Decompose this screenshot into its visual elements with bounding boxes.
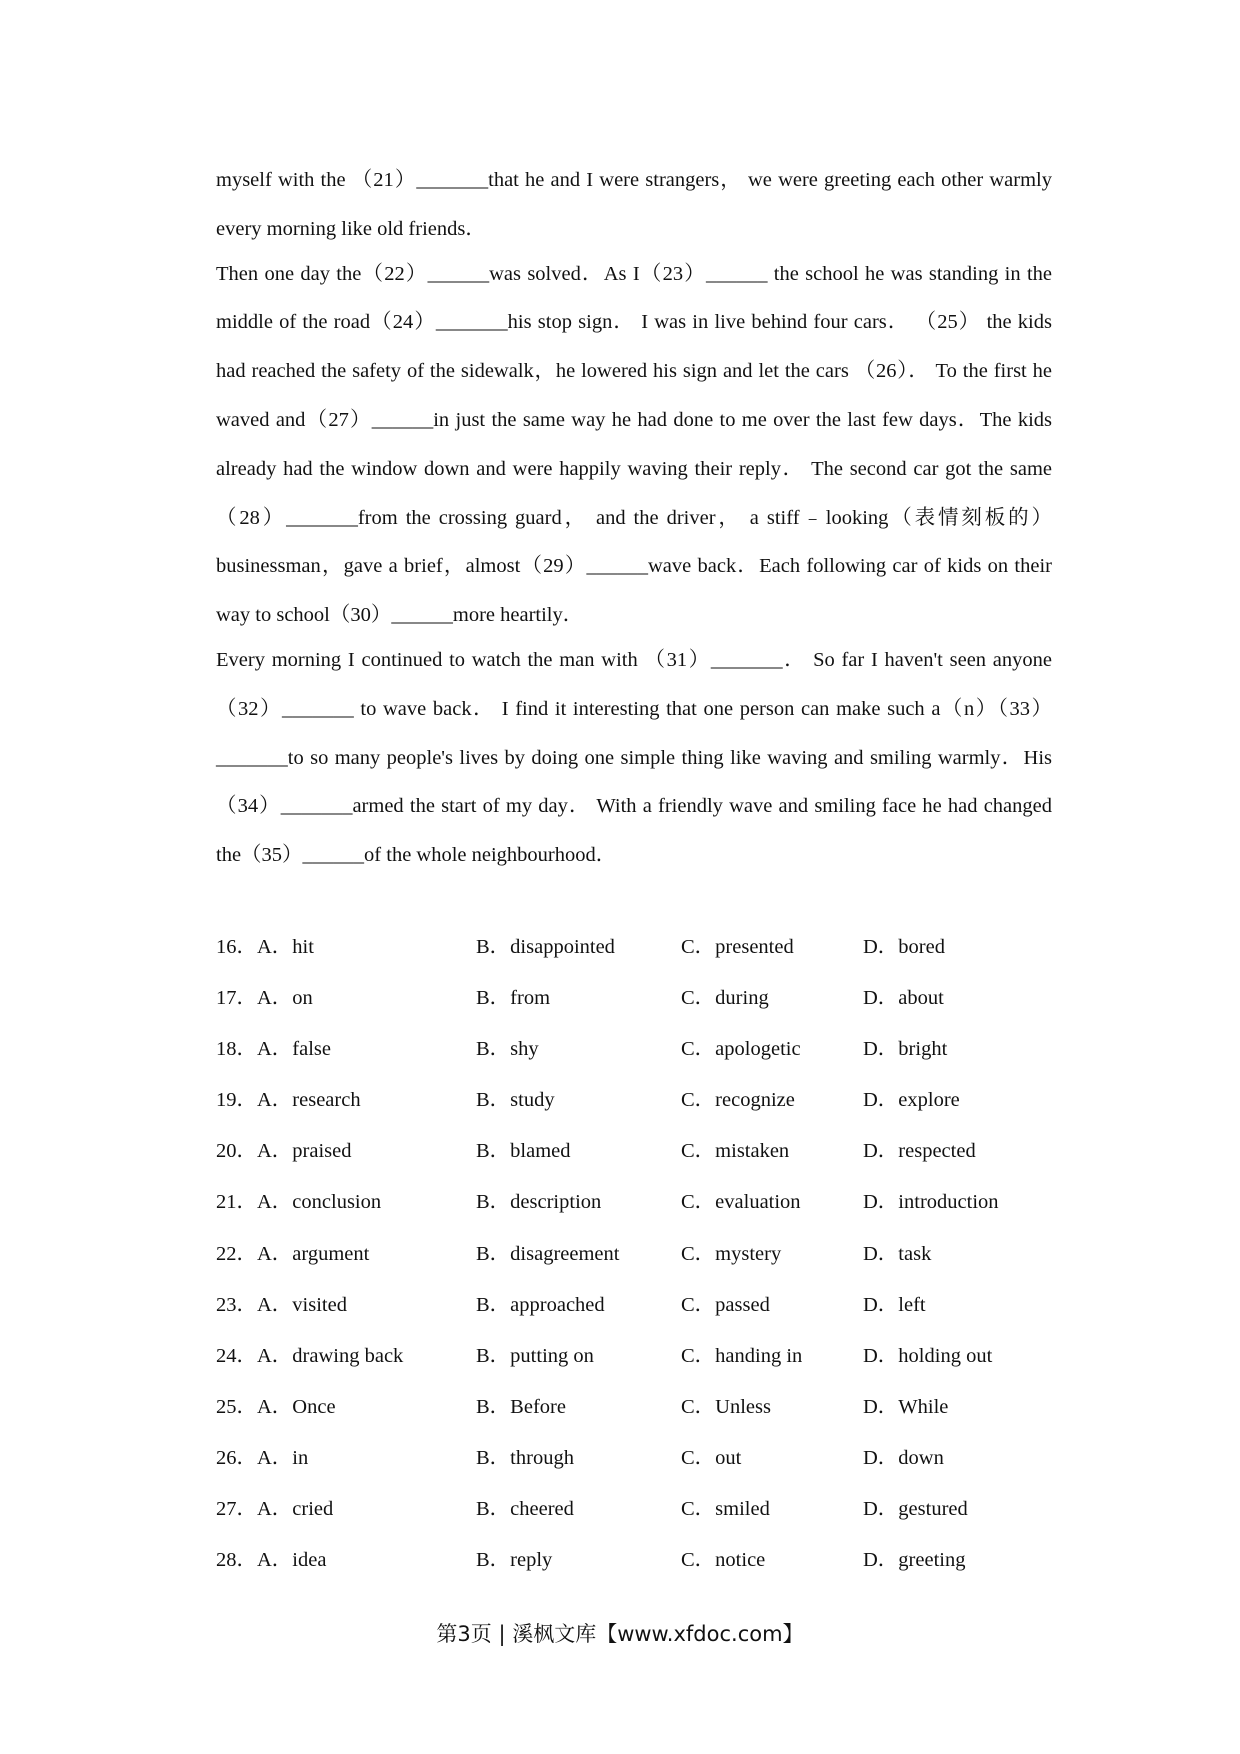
option-d: D．task: [863, 1242, 932, 1265]
option-d: D．bright: [863, 1038, 948, 1061]
option-a: 24．A．drawing back: [216, 1344, 404, 1367]
passage-paragraph: myself with the （21）_______that he and I were strangers， we were greeting each other warmly every morning like old friends．: [216, 169, 1052, 240]
option-b: B．blamed: [476, 1140, 571, 1163]
question-row: [216, 1484, 1056, 1535]
option-b: B．through: [476, 1446, 574, 1469]
option-a: 20．A．praised: [216, 1140, 352, 1163]
option-c: C．mystery: [681, 1242, 782, 1265]
option-c: C．evaluation: [681, 1191, 801, 1214]
question-row: [216, 1382, 1056, 1433]
page-footer: 第3页 | 溪枫文库【www.xfdoc.com】: [436, 1622, 804, 1646]
option-b: B．disappointed: [476, 936, 615, 958]
option-d: D．explore: [863, 1089, 960, 1112]
option-d: D．left: [863, 1293, 926, 1316]
option-c: C．during: [681, 987, 769, 1010]
option-b: B．shy: [476, 1038, 539, 1061]
option-a: 22．A．argument: [216, 1242, 370, 1265]
option-a: 18．A．false: [216, 1038, 332, 1061]
option-d: D．respected: [863, 1140, 976, 1163]
option-c: C．recognize: [681, 1089, 795, 1112]
option-b: B．study: [476, 1089, 555, 1112]
option-d: D．about: [863, 987, 944, 1010]
option-d: D．holding out: [863, 1344, 993, 1367]
question-row: [216, 1229, 1056, 1280]
option-d: D．down: [863, 1446, 944, 1469]
option-b: B．from: [476, 987, 551, 1010]
option-d: D．gestured: [863, 1498, 968, 1521]
option-c: C．presented: [681, 936, 794, 958]
question-row: [216, 922, 1056, 973]
question-row: [216, 1331, 1056, 1382]
option-a: 23．A．visited: [216, 1293, 347, 1316]
option-b: B．approached: [476, 1293, 605, 1316]
option-c: C．notice: [681, 1549, 766, 1572]
option-c: C．mistaken: [681, 1140, 790, 1163]
option-b: B．disagreement: [476, 1242, 620, 1265]
answer-options: [216, 922, 1056, 1586]
option-a: 19．A．research: [216, 1089, 361, 1112]
passage-paragraph: Then one day the（22）______was solved．As I（23）______ the school he was standing in the middle of the road（24）_______his stop sign． I was in live behind four cars． （25） the kids had reached the safety of the sidewalk，he lowered his sign and let the cars （26）． To the first he waved and（27）______in just the same way he had done to me over the last few days．The kids already had the window down and were happily waving their reply． The second car got the same（28）_______from the crossing guard， and the driver， a stiff﹣looking（表情刻板的） businessman，gave a brief，almost（29）______wave back．Each following car of kids on their way to school（30）______more heartily．: [216, 262, 1052, 627]
option-b: B．putting on: [476, 1344, 594, 1367]
option-a: 17．A．on: [216, 987, 313, 1010]
option-d: D．greeting: [863, 1549, 966, 1572]
option-b: B．Before: [476, 1395, 566, 1418]
question-row: [216, 973, 1056, 1024]
option-a: 26．A．in: [216, 1446, 309, 1469]
option-c: C．passed: [681, 1293, 770, 1316]
question-row: [216, 1280, 1056, 1331]
question-row: [216, 1075, 1056, 1126]
option-c: C．handing in: [681, 1344, 803, 1367]
option-b: B．cheered: [476, 1498, 574, 1521]
question-row: [216, 1024, 1056, 1075]
cloze-passage: [216, 156, 1052, 880]
option-d: D．bored: [863, 936, 945, 958]
question-row: [216, 1433, 1056, 1484]
option-b: B．reply: [476, 1549, 553, 1572]
option-c: C．smiled: [681, 1498, 770, 1521]
question-row: [216, 1126, 1056, 1177]
passage-paragraph: Every morning I continued to watch the man with （31）_______． So far I haven't seen anyone（32）_______ to wave back． I find it interesting that one person can make such a（n）（33）_______to so many people's lives by doing one simple thing like waving and smiling warmly．His（34）_______armed the start of my day． With a friendly wave and smiling face he had changed the（35）______of the whole neighbourhood．: [216, 648, 1052, 867]
option-c: C．apologetic: [681, 1038, 801, 1061]
option-a: 28．A．idea: [216, 1549, 327, 1572]
option-d: D．introduction: [863, 1191, 999, 1214]
option-a: 21．A．conclusion: [216, 1191, 382, 1214]
option-a: 25．A．Once: [216, 1395, 336, 1418]
question-row: [216, 1535, 1056, 1586]
option-d: D．While: [863, 1395, 949, 1418]
option-a: 16．A．hit: [216, 936, 314, 958]
option-a: 27．A．cried: [216, 1498, 334, 1521]
option-c: C．Unless: [681, 1395, 771, 1418]
option-b: B．description: [476, 1191, 602, 1214]
option-c: C．out: [681, 1446, 742, 1469]
question-row: [216, 1177, 1056, 1228]
